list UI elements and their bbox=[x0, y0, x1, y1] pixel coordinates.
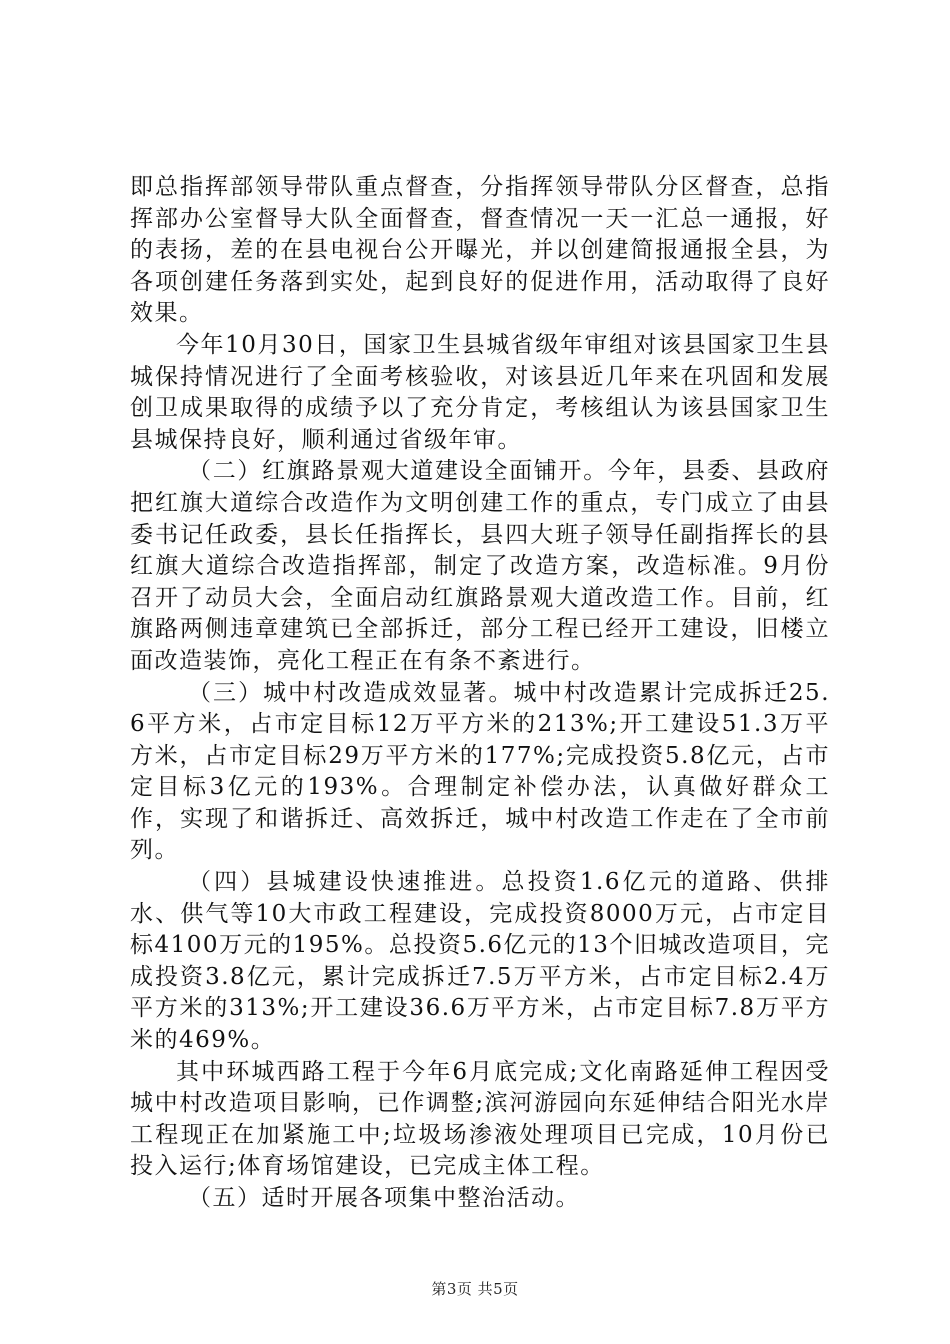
paragraph-continuation: 即总指挥部领导带队重点督查，分指挥领导带队分区督查，总指挥部办公室督导大队全面督查，督查情况一天一汇总一通报，好的表扬，差的在县电视台公开曝光，并以创建简报通报全县，为各项创建任务落到实处，起到良好的促进作用，活动取得了良好效果。 bbox=[130, 174, 830, 327]
paragraph-projects: 其中环城西路工程于今年6月底完成;文化南路延伸工程因受城中村改造项目影响，已作调整;滨河游园向东延伸结合阳光水岸工程现正在加紧施工中;垃圾场渗液处理项目已完成，10月份已投入运行;体育场馆建设，已完成主体工程。 bbox=[130, 1058, 830, 1180]
paragraph-section-5: （五）适时开展各项集中整治活动。 bbox=[188, 1185, 580, 1211]
paragraph-section-4: （四）县城建设快速推进。总投资1.6亿元的道路、供排水、供气等10大市政工程建设，完成投资8000万元，占市定目标4100万元的195%。总投资5.6亿元的13个旧城改造项目，完成投资3.8亿元，累计完成拆迁7.5万平方米，占市定目标2.4万平方米的313%;开工建设36.6万平方米，占市定目标7.8万平方米的469%。 bbox=[130, 869, 830, 1054]
paragraph-section-3: （三）城中村改造成效显著。城中村改造累计完成拆迁25.6平方米，占市定目标12万平方米的213%;开工建设51.3万平方米，占市定目标29万平方米的177%;完成投资5.8亿元，占市定目标3亿元的193%。合理制定补偿办法，认真做好群众工作，实现了和谐拆迁、高效拆迁，城中村改造工作走在了全市前列。 bbox=[130, 679, 830, 864]
page-number-footer: 第3页 共5页 bbox=[431, 1280, 519, 1298]
document-body bbox=[130, 172, 830, 1215]
paragraph-section-2: （二）红旗路景观大道建设全面铺开。今年，县委、县政府把红旗大道综合改造作为文明创建工作的重点，专门成立了由县委书记任政委，县长任指挥长，县四大班子领导任副指挥长的县红旗大道综合改造指挥部，制定了改造方案，改造标准。9月份召开了动员大会，全面启动红旗路景观大道改造工作。目前，红旗路两侧违章建筑已全部拆迁，部分工程已经开工建设，旧楼立面改造装饰，亮化工程正在有条不紊进行。 bbox=[130, 458, 830, 674]
paragraph-annual-review: 今年10月30日，国家卫生县城省级年审组对该县国家卫生县城保持情况进行了全面考核验收，对该县近几年来在巩固和发展创卫成果取得的成绩予以了充分肯定，考核组认为该县国家卫生县城保持良好，顺利通过省级年审。 bbox=[130, 331, 830, 453]
